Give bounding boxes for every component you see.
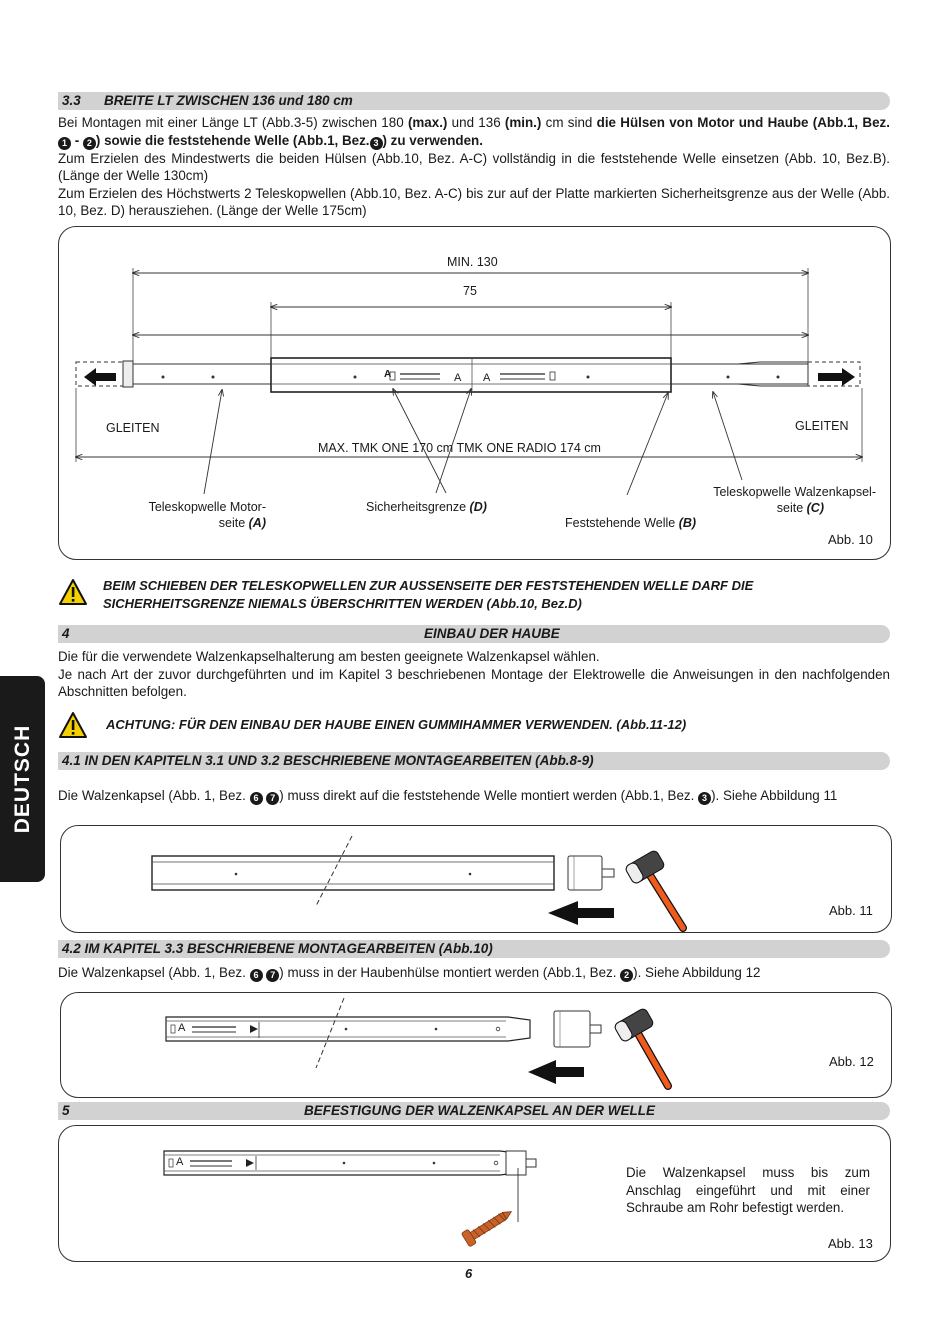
- ref-badge-2: 2: [620, 969, 633, 982]
- page-number: 6: [465, 1266, 473, 1281]
- warning-safety-limit-text: BEIM SCHIEBEN DER TELESKOPWELLEN ZUR AUSSENSEITE DER FESTSTEHENDEN WELLE DARF DIE SICHERHEITSGRENZE NIEMALS ÜBERSCHRITTEN WERDEN (Abb.10, Bez.D): [103, 578, 754, 611]
- side-tab-label: DEUTSCH: [10, 724, 34, 834]
- tube-letter-mid-right: A: [483, 372, 491, 384]
- section-number: 4: [62, 626, 70, 641]
- label-telescopic-motor: Teleskopwelle Motor- seite (A): [148, 500, 266, 530]
- section-4-2-body: Die Walzenkapsel (Abb. 1, Bez. 6 7 ) muss in der Haubenhülse montiert werden (Abb.1, Bez. 2 ). Siehe Abbildung 12: [58, 965, 761, 980]
- section-number: 3.3: [62, 93, 81, 108]
- figure-11-caption: Abb. 11: [829, 903, 873, 918]
- tube-letter: A: [178, 1022, 186, 1034]
- section-number: 5: [62, 1103, 70, 1118]
- slide-right-label: GLEITEN: [795, 419, 849, 433]
- tube-letter: A: [176, 1156, 184, 1168]
- figure-12-caption: Abb. 12: [829, 1054, 874, 1069]
- paragraph-choose-cap: Die für die verwendete Walzenkapselhalterung am besten geeignete Walzenkapsel wählen.: [58, 649, 600, 664]
- ref-badge-3: 3: [370, 137, 383, 150]
- ref-badge-6: 6: [250, 969, 263, 982]
- ref-badge-2: 2: [83, 137, 96, 150]
- dim-min-label: MIN. 130: [447, 255, 498, 269]
- ref-badge-3: 3: [698, 792, 711, 805]
- ref-badge-7: 7: [266, 792, 279, 805]
- label-telescopic-cap: Teleskopwelle Walzenkapsel- seite (C): [713, 485, 876, 515]
- section-title: 4.1 IN DEN KAPITELN 3.1 UND 3.2 BESCHRIEBENE MONTAGEARBEITEN (Abb.8-9): [62, 753, 594, 768]
- ref-badge-1: 1: [58, 137, 71, 150]
- slide-left-label: GLEITEN: [106, 421, 160, 435]
- section-title: EINBAU DER HAUBE: [424, 626, 560, 641]
- dim-75-label: 75: [463, 284, 477, 298]
- paragraph-follow-instructions: Je nach Art der zuvor durchgeführten und im Kapitel 3 beschriebenen Montage der Elektrowelle die Anweisungen in den nachfolgenden Abschnitten befolgen.: [58, 666, 890, 700]
- section-5-note: Die Walzenkapsel muss bis zum Anschlag eingeführt und mit einer Schraube am Rohr befestigt werden.: [626, 1165, 870, 1216]
- figure-10-caption: Abb. 10: [828, 532, 873, 547]
- section-4-1-body: Die Walzenkapsel (Abb. 1, Bez. 6 7 ) muss direkt auf die feststehende Welle montiert werden (Abb.1, Bez. 3 ). Siehe Abbildung 11: [58, 788, 838, 803]
- figure-13-caption: Abb. 13: [828, 1236, 873, 1251]
- warning-rubber-hammer-text: ACHTUNG: FÜR DEN EINBAU DER HAUBE EINEN GUMMIHAMMER VERWENDEN. (Abb.11-12): [106, 717, 687, 732]
- paragraph-maximum: Zum Erzielen des Höchstwerts 2 Teleskopwellen (Abb.10, Bez. A-C) bis zur auf der Platte markierten Sicherheitsgrenze aus der Welle (Abb. 10, Bez. D) herausziehen. (Länge der Welle 175cm): [58, 185, 890, 219]
- section-title: 4.2 IM KAPITEL 3.3 BESCHRIEBENE MONTAGEARBEITEN (Abb.10): [62, 941, 493, 956]
- tube-letter-mid-left: A: [454, 372, 462, 384]
- dim-max-label: MAX. TMK ONE 170 cm TMK ONE RADIO 174 cm: [318, 441, 601, 455]
- tube-letter-left: A: [384, 369, 392, 380]
- ref-badge-7: 7: [266, 969, 279, 982]
- paragraph-minimum: Zum Erzielen des Mindestwerts die beiden Hülsen (Abb.10, Bez. A-C) vollständig in die feststehende Welle einsetzen (Abb. 10, Bez.B). (Länge der Welle 130cm): [58, 150, 890, 184]
- paragraph-lengths: Bei Montagen mit einer Länge LT (Abb.3-5) zwischen 180 (max.) und 136 (min.) cm sind die Hülsen von Motor und Haube (Abb.1, Bez.1 - 2 ) sowie die feststehende Welle (Abb.1, Bez. 3 ) zu verwenden.: [58, 115, 890, 148]
- ref-badge-6: 6: [250, 792, 263, 805]
- label-safety-limit: Sicherheitsgrenze (D): [366, 500, 487, 514]
- label-fixed-shaft: Feststehende Welle (B): [565, 516, 697, 530]
- section-title: BREITE LT ZWISCHEN 136 und 180 cm: [104, 93, 353, 108]
- section-title: BEFESTIGUNG DER WALZENKAPSEL AN DER WELLE: [304, 1103, 656, 1118]
